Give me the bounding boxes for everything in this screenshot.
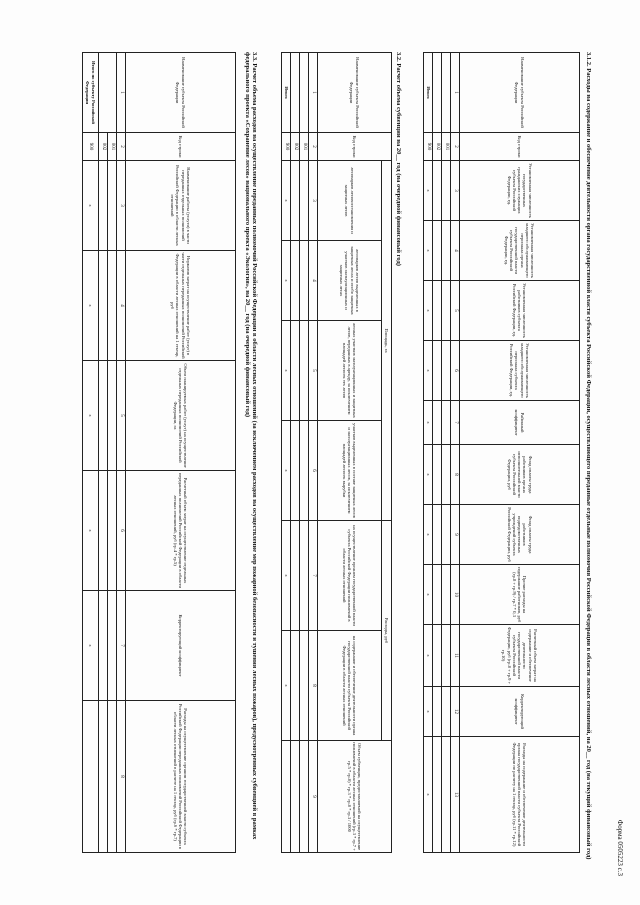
header-cell: лесных участков эксплуатационных и защитных лесов, переданных в аренду, за исключением площадей лесосек тех лесов (318, 321, 382, 421)
header-cell: участков выделенных в составе защитных лесов и эксплуатационных лесов, за исключением площадей лесосек вырубки (318, 421, 382, 521)
column-number: 8 (117, 701, 126, 853)
x-mark: x (424, 341, 433, 401)
header-cell: Установленная численность работников субъекта Российской Федерации, ед. (460, 281, 580, 341)
cell[interactable] (99, 591, 108, 701)
column-number-row (309, 53, 318, 853)
cell-code: 002 (99, 133, 108, 161)
cell[interactable] (442, 281, 451, 341)
header-cell: Код строки (460, 133, 580, 161)
section-3-2-title: 3.2. Расчет объема субвенции на 20__ год (на очередной финансовый год) (395, 52, 402, 266)
x-mark: x (282, 631, 291, 741)
header-cell: Объем планируемых работ (услуг) на осуществление отдельных переданных полномочий Российской Федерации, га (126, 361, 236, 471)
column-number: 6 (117, 471, 126, 591)
cell[interactable] (442, 565, 451, 625)
x-mark: x (83, 591, 99, 701)
cell[interactable] (433, 161, 442, 221)
cell[interactable] (108, 591, 117, 701)
cell[interactable] (433, 505, 442, 565)
header-cell: Наименование субъекта Российской Федерации (318, 53, 392, 133)
header-cell: лесопарков лесов выделенных в защитных лесах и особо защитных участков эксплуатационных и защитных лесах (318, 241, 382, 321)
cell[interactable] (300, 321, 309, 421)
header-cell: Корректирующий коэффициент (460, 687, 580, 737)
section-3-3-title: 3.3. Расчет объема расходов на осуществление переданных полномочий Российской Федерации в области лесных отношений (за исключением расходов на осуществление мер пожарной безопасности и тушения лесных пожаров), предусмотренных субвенцией в рамках федерального проекта «Сохранение лесов» национального проекта «Экология», на 20__ год (на очередной финансовый год) (244, 52, 258, 840)
header-cell: Корректирующий коэффициент (126, 591, 236, 701)
cell[interactable] (99, 471, 108, 591)
column-number: 13 (451, 737, 460, 853)
x-mark: x (424, 445, 433, 505)
header-cell: Расходы на содержание и обеспечение деятельности органа государственной власти субъекта Российской Федерации по расчету на 1 гектар, руб (гр.11 * гр.12) (460, 737, 580, 853)
header-cell: Фонд оплаты труда работников органа исполнительной власти субъекта Российской Федерации, руб (460, 445, 580, 505)
column-number-row (451, 53, 460, 853)
column-number: 9 (309, 741, 318, 853)
table-row (300, 53, 309, 853)
cell[interactable] (433, 281, 442, 341)
cell-code: 002 (291, 133, 300, 161)
header-row (318, 53, 382, 853)
header-cell: Установленная численность младшего обслуживающего персонала субъекта Российской Федерации, ед. (460, 341, 580, 401)
cell[interactable] (433, 401, 442, 445)
cell[interactable] (108, 161, 117, 251)
table-3-2 (281, 52, 392, 853)
cell[interactable] (291, 741, 300, 853)
x-mark: x (83, 361, 99, 471)
total-label: Итого по субъекту Российской Федерации (83, 53, 99, 133)
column-number: 4 (309, 241, 318, 321)
cell[interactable] (291, 161, 300, 241)
cell-total-subvention[interactable] (282, 741, 291, 853)
table-row (433, 53, 442, 853)
header-cell: Установленная численность государственных гражданских служащих субъекта Российской Федерации, ед. (460, 161, 580, 221)
header-row (126, 53, 236, 853)
header-cell: на осуществление органом государственной власти субъекта Российской Федерации полномочий в области лесных отношений (318, 521, 382, 631)
column-number: 4 (117, 251, 126, 361)
cell[interactable] (108, 701, 117, 853)
cell[interactable] (442, 505, 451, 565)
total-code: 900 (282, 133, 291, 161)
total-code: 900 (83, 133, 99, 161)
header-cell: Районный коэффициент (460, 401, 580, 445)
total-code: 900 (424, 133, 433, 161)
table-3-1-2 (423, 52, 580, 853)
cell[interactable] (291, 631, 300, 741)
cell[interactable] (300, 421, 309, 521)
total-row (282, 53, 291, 853)
cell-total-expenses[interactable] (83, 701, 99, 853)
column-number: 5 (309, 321, 318, 421)
cell[interactable] (433, 445, 442, 505)
column-number-row (117, 53, 126, 853)
column-number: 7 (451, 401, 460, 445)
column-number: 1 (309, 53, 318, 133)
x-mark: x (282, 421, 291, 521)
header-cell: Код строки (318, 133, 392, 161)
column-number: 2 (309, 133, 318, 161)
cell-subject[interactable] (291, 53, 300, 133)
total-row (83, 53, 99, 853)
cell-subject[interactable] (433, 53, 442, 133)
x-mark: x (83, 251, 99, 361)
cell-subject[interactable] (442, 53, 451, 133)
header-cell: Наименование субъекта Российской Федерации (126, 53, 236, 133)
cell[interactable] (108, 251, 117, 361)
header-cell: Наименование работы (услуги) в части переданных отдельных полномочий Российской Федерации в области лесных отношений (126, 161, 236, 251)
cell[interactable] (433, 737, 442, 853)
header-cell: Расчетный объем затрат на осуществление отдельных переданных полномочий Российской Федерации в области лесных отношений, руб (гр.4 * гр.5) (126, 471, 236, 591)
cell[interactable] (108, 471, 117, 591)
column-number: 5 (117, 361, 126, 471)
x-mark: x (424, 687, 433, 737)
cell[interactable] (99, 701, 108, 853)
header-row (460, 53, 580, 853)
column-number: 8 (309, 631, 318, 741)
cell[interactable] (99, 161, 108, 251)
header-cell: Норматив затрат на осуществление работ (услуг) в части отдельных переданных полномочий Российской Федерации в области лесных отношений на 1 гектар, руб (126, 251, 236, 361)
cell-code: 002 (433, 133, 442, 161)
column-number: 5 (451, 281, 460, 341)
cell[interactable] (300, 241, 309, 321)
column-number: 4 (451, 221, 460, 281)
cell[interactable] (433, 565, 442, 625)
column-number: 6 (309, 421, 318, 521)
cell[interactable] (442, 221, 451, 281)
cell[interactable] (433, 687, 442, 737)
cell[interactable] (291, 521, 300, 631)
cell-code: 001 (442, 133, 451, 161)
column-number: 2 (117, 133, 126, 161)
table-row (442, 53, 451, 853)
cell[interactable] (291, 241, 300, 321)
header-cell: Объем субвенции, предоставляемой на осуществление полномочий в области лесных отношений (гр.3 * гр.7 + гр.5 * гр.8) * гр.3 * гр.8 * гр.3 / 1000 (318, 741, 392, 853)
column-number: 7 (117, 591, 126, 701)
cell-subject[interactable] (99, 53, 117, 133)
column-number: 12 (451, 687, 460, 737)
x-mark: x (424, 625, 433, 687)
x-mark: x (282, 161, 291, 241)
cell[interactable] (433, 221, 442, 281)
header-cell: на содержание и обеспечение деятельности органа государственной власти субъекта Российской Федерации в области лесных отношений (318, 631, 382, 741)
cell-subject[interactable] (300, 53, 309, 133)
column-number: 9 (451, 505, 460, 565)
x-mark: x (282, 321, 291, 421)
total-row (424, 53, 433, 853)
header-cell: Установленная численность младшего обслуживающего персонала органа государственной власти субъекта Российской Федерации, ед. (460, 221, 580, 281)
header-cell: Наименование субъекта Российской Федерации (460, 53, 580, 133)
header-cell: лесопарков лесовосстановления и защитных лесов (318, 161, 382, 241)
cell-code: 001 (300, 133, 309, 161)
header-cell: Прочие расходы на содержание работников, руб (гр.8 + гр.9) / гр.7 * 0,3 (460, 565, 580, 625)
table-row (99, 53, 108, 853)
cell[interactable] (291, 321, 300, 421)
x-mark: x (424, 281, 433, 341)
x-mark: x (424, 161, 433, 221)
cell[interactable] (108, 361, 117, 471)
x-mark: x (424, 565, 433, 625)
x-mark: x (424, 401, 433, 445)
column-number: 10 (451, 565, 460, 625)
column-number: 2 (451, 133, 460, 161)
cell[interactable] (291, 421, 300, 521)
cell[interactable] (442, 687, 451, 737)
group-header-area: Площадь, га (382, 161, 392, 521)
column-number: 3 (117, 161, 126, 251)
column-number: 7 (309, 521, 318, 631)
cell[interactable] (442, 445, 451, 505)
cell[interactable] (300, 521, 309, 631)
header-cell: Расчетный объем затрат на содержание и обеспечение деятельности государственной власти субъекта Российской Федерации, руб (гр.8 + гр.9 + гр.10) (460, 625, 580, 687)
cell[interactable] (300, 741, 309, 853)
total-label: Итого (282, 53, 291, 133)
header-cell: Фонд оплаты труда работников подведомственных учреждений субъекта Российской Федерации, руб (460, 505, 580, 565)
total-label: Итого (424, 53, 433, 133)
group-header-expenses: Расходы, руб (382, 521, 392, 741)
x-mark: x (282, 521, 291, 631)
x-mark: x (83, 471, 99, 591)
cell[interactable] (300, 161, 309, 241)
cell[interactable] (99, 251, 108, 361)
x-mark: x (83, 161, 99, 251)
column-number: 3 (451, 161, 460, 221)
cell[interactable] (99, 361, 108, 471)
group-header-row (382, 53, 392, 853)
rotated-form-sheet (20, 22, 624, 882)
column-number: 1 (117, 53, 126, 133)
cell-code: 001 (108, 133, 117, 161)
cell[interactable] (442, 625, 451, 687)
header-cell: Расходы на осуществление органом государственной власти субъекта Российской Федерации переданных полномочий Российской Федерации в области лесных отношений в расчете на 1 гектар, руб (гр.6 * гр.7) (126, 701, 236, 853)
cell[interactable] (442, 401, 451, 445)
section-3-1-2-title: 3.1.2. Расходы на содержание и обеспечение деятельности органа государственной власти субъекта Российской Федерации, осуществляющего переданные отдельные полномочия Российской Федерации в области лесных отношений, на 20__ год (на текущий финансовый год) (585, 52, 592, 860)
cell[interactable] (300, 631, 309, 741)
x-mark: x (424, 737, 433, 853)
x-mark: x (282, 241, 291, 321)
x-mark: x (424, 505, 433, 565)
cell[interactable] (442, 161, 451, 221)
table-row (108, 53, 117, 853)
column-number: 11 (451, 625, 460, 687)
column-number: 3 (309, 161, 318, 241)
form-code: Форма 0505223 с.3 (616, 819, 624, 876)
column-number: 6 (451, 341, 460, 401)
cell[interactable] (442, 341, 451, 401)
table-row (291, 53, 300, 853)
x-mark: x (424, 221, 433, 281)
column-number: 1 (451, 53, 460, 133)
column-number: 8 (451, 445, 460, 505)
table-3-3 (82, 52, 236, 853)
cell[interactable] (433, 341, 442, 401)
header-cell: Код строки (126, 133, 236, 161)
cell[interactable] (433, 625, 442, 687)
cell[interactable] (442, 737, 451, 853)
